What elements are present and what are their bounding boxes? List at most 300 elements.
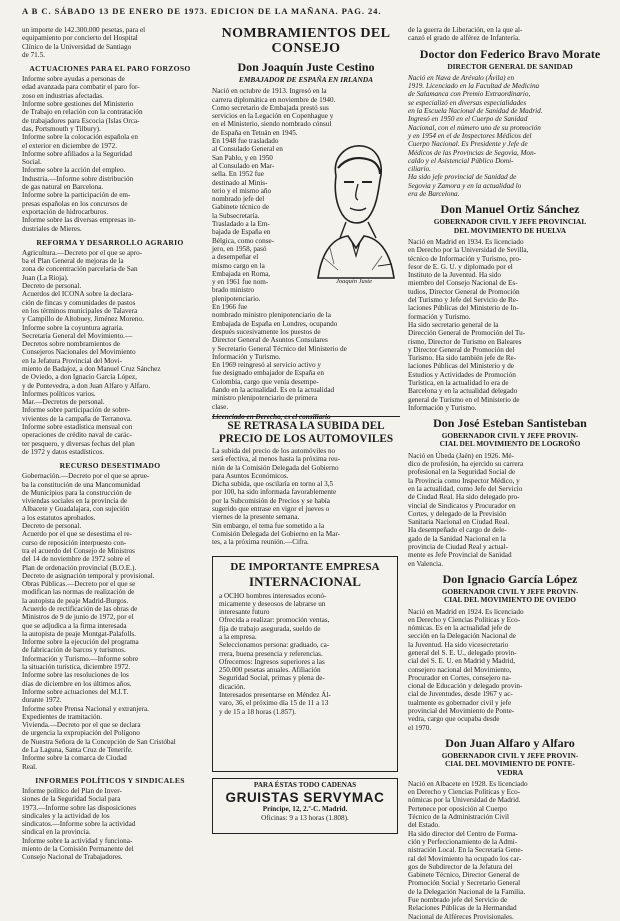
text-line: al Consulado General en [212,145,283,154]
text-line: de Salamanca con Premio Extraordinario, [408,90,531,99]
text-line: formación y Turismo. [408,312,471,321]
text-line: profesional en la Seguridad Social de [408,468,516,477]
text-line: Informe sobre actuaciones del M.I.T. [22,687,129,696]
text-line: Nacional de Alféreces Provisionales. [408,912,514,921]
text-line: por 100, ha sido informada favorablemente [212,488,337,497]
text-line: varo, 36, el próximo día 15 de 11 a 13 [219,699,329,708]
text-line: nómicas. Es en la actualidad jefe de [408,624,511,633]
text-line: la Subsecretaría. [212,211,260,220]
person-role-garcia-1: GOBERNADOR CIVIL Y JEFE PROVIN- [441,586,579,596]
text-line: fesor de E. G. U. y diplomado por el [408,262,513,271]
text-line: Clínico de la Universidad de Santiago [22,42,132,51]
text-line: La subida del precio de los automóviles no [212,447,336,455]
left-column [22,26,198,862]
text-line: gos de Subdirector de la Jefatura del [408,862,513,871]
text-line: Social. [22,158,42,167]
text-line: clase. [212,402,229,411]
text-line: Acuerdo de rectificación de las obras de [22,605,138,613]
text-line: Seleccionamos persona: graduado, ca- [219,641,330,650]
text-line: bajada de España en [212,228,271,237]
text-line: Seguridad Social, primas y plena de- [219,674,325,683]
text-line: de Ciudad Real. Ha sido delegado pro- [408,493,520,502]
text-line: Promoción Social y Secretario General [408,879,521,888]
text-line: servicios en la Legación en Copenhague y [212,112,334,121]
portrait-drawing [308,138,400,278]
text-line: a OCHO hombres interesados econó- [219,591,327,600]
text-line: canzó el grado de alférez de Infantería. [408,34,520,43]
text-line: del Turismo y Jefe del Servicio de Re- [408,296,519,305]
text-line: de La Laguna, Santa Cruz de Tenerife. [22,746,133,755]
esteban-bio [408,452,612,568]
text-line: Nació en Úbeda (Jaén) en 1926. Mé- [408,451,514,460]
text-line: Técnico de la Administración Civil [408,813,509,822]
person-role-bravo: DIRECTOR GENERAL DE SANIDAD [447,61,573,71]
person-role-esteban-2: CIAL DEL MOVIMIENTO DE LOGROÑO [439,439,581,449]
text-line: a la empresa. [219,632,257,641]
text-line: equipamiento por concierto del Hospital [22,34,138,43]
section-title-informes: INFORMES POLÍTICOS Y SINDICALES [35,775,185,785]
text-line: Informe sobre la participación de em- [22,191,131,200]
text-line: Instituto de la Juventud. Ha sido [408,271,502,280]
text-line: Informe sobre la actividad y funciona- [22,836,133,845]
text-line: por la Subcomisión de Precios y se había [212,496,330,505]
text-line: a desempeñar el [212,253,259,262]
text-line: será efectiva, al menos hasta la próxima reu- [212,455,341,464]
text-line: Bélgica, como conse- [212,236,275,245]
text-line: después sucesivamente los puestos de [212,327,321,336]
text-line: mismo cargo en la [212,261,265,270]
text-line: sella. En 1952 fue [212,170,264,179]
text-line: la autopista de peaje Montgat-Palafolls. [22,629,136,638]
text-line: Informe sobre Prensa Nacional y extranjera. [22,704,149,713]
text-line: jero, en 1958, pasó [212,244,267,253]
juste-closing-text: Licenciado en Derecho, es el consiliario [212,412,331,421]
text-line: un importe de 142.300.000 pesetas, para el [22,26,146,34]
text-line: de fabricación de barcos y turismos. [22,646,126,655]
text-line: ba el Plan General de mejoras de la [22,257,124,266]
text-line: Sin embargo, el tema fue sometido a la [212,521,325,530]
text-line: Obras Públicas.—Decreto por el que se [22,580,136,589]
text-line: siones de la Seguridad Social para [22,795,121,804]
text-line: ción de fincas y comunidades de pastos [22,298,136,307]
text-line: tualmente es gobernador civil y jefe [408,698,512,707]
text-line: Real. [22,762,37,771]
text-line: Informe sobre las diversas empresas in- [22,216,136,225]
text-line: Informe sobre gestiones del Ministerio [22,100,134,109]
text-line: Acuerdos del ICONA sobre la declara- [22,290,134,299]
text-line: Nació en octubre de 1913. Ingresó en la [212,87,327,96]
text-line: Informe sobre afiliados a la Seguridad [22,149,132,158]
gruistas-advertisement [212,778,398,834]
text-line: Informe sobre estadística mensual con [22,423,133,432]
section-title-agrario: REFORMA Y DESARROLLO AGRARIO [36,237,184,247]
text-line: fija de trabajo asegurada, sueldo de [219,624,321,633]
text-line: carrera diplomática en noviembre de 1940. [212,95,336,104]
text-line: Nacional, con el número uno de su promoción [408,123,541,132]
text-line: cial del S. E. U. en Madrid y Madrid, [408,657,515,666]
text-line: Albacete y Guadalajara, con sujeción [22,505,130,514]
text-line: la situación turística, diciembre 1972. [22,663,131,672]
juste-bio-top [212,87,400,137]
text-line: en Derecho y Ciencias Políticas y Eco- [408,615,521,624]
text-line: modifican las normas de realización de [22,588,135,597]
text-line: Juan (La Rioja). [22,273,69,282]
text-line: nistración Local. En la Secretaría Gene- [408,846,523,855]
text-line: plenipotenciario. [212,294,261,303]
text-line: Informe sobre la coyuntura agraria. [22,323,124,332]
text-line: Consejeros Nacionales del Movimiento [22,348,136,357]
person-role-alfaro-2: CIAL DEL MOVIMIENTO DE PONTE- [444,759,576,769]
text-line: Trasladado a la Em- [212,220,270,229]
text-line: En 1948 fue trasladado [212,137,279,146]
nombramientos-title-line1: NOMBRAMIENTOS DEL [221,26,391,41]
text-line: San Pablo, y en 1950 [212,153,273,162]
text-line: sugerido que entrase en vigor el jueves o [212,505,330,514]
text-line: sección en la Delegación Nacional de [408,632,516,641]
text-line: laciones Públicas del Ministerio y de [408,362,514,371]
text-line: Mar.—Decretos de personal. [22,398,105,407]
text-line: ciliario. [408,165,431,174]
text-line: Gabinete Técnico, Director General de [408,871,520,880]
text-line: Ha sido director del Centro de Forma- [408,829,518,838]
text-line: 1919. Licenciado en la Facultad de Medicina [408,82,540,91]
person-role-ortiz-1: GOBERNADOR CIVIL Y JEFE PROVINCIAL [433,217,587,227]
text-line: para Asuntos Económicos. [212,471,289,480]
text-line: nión de la Comisión Delegada del Gobierno [212,463,339,472]
text-line: se especializó en diversas especialidades [408,98,527,107]
text-line: Plan de ordenación provincial (B.O.E.). [22,563,137,572]
text-line: gado de la Sanidad Nacional en la [408,534,506,543]
text-line: rismo, Director de Turismo en Baleares [408,337,522,346]
text-line: Nació en Madrid en 1924. Es licenciado [408,607,524,616]
text-line: operaciones de crédito naval de carác- [22,431,132,440]
ad-body [219,592,391,716]
text-line: cional de Educación y delegado provin- [408,682,523,691]
text-line: de urgencia la expropiación del Polígono [22,729,140,738]
section-body-agrario [22,249,198,456]
section-body-recurso [22,472,198,771]
text-line: y Campillo de Altobuey, Jiménez Moreno. [22,315,144,324]
subida-title-line2: PRECIO DE LOS AUTOMOVILES [218,432,394,445]
text-line: viernes de la presente semana. [212,513,300,522]
text-line: curso de reposición interpuesto con- [22,538,127,547]
text-line: tes, a la próxima reunión.—Cifra. [212,538,309,547]
bravo-bio [408,74,612,198]
text-line: Nació en Madrid en 1934. Es licenciado [408,237,524,246]
text-line: dustriales de Mieres. [22,224,82,233]
text-line: Información y Turismo. [212,352,281,361]
person-role-ortiz-2: DEL MOVIMIENTO DE HUELVA [453,225,567,235]
text-line: dicación. [219,682,246,691]
text-line: de la guerra de Liberación, en la que al- [408,26,523,34]
text-line: Información y Turismo.—Informe sobre [22,654,139,663]
text-line: Decreto de personal. [22,522,82,531]
person-role-alfaro-1: GOBERNADOR CIVIL Y JEFE PROVIN- [441,750,579,760]
text-line: vivientes de la campaña de Terranova. [22,414,132,423]
text-line: Informes políticos varios. [22,389,96,398]
text-line: miento de Badajoz, a don Manuel Cruz Sánchez [22,364,161,373]
text-line: en los términos municipales de Talavera [22,306,138,315]
portrait-caption: Joaquín Juste [336,278,372,286]
text-line: de España en Tetuán en 1945. [212,128,298,137]
text-line: días de diciembre en los últimos años. [22,679,132,688]
text-line: sindical en la provincia. [22,828,91,837]
person-name-ortiz: Don Manuel Ortiz Sánchez [440,202,580,217]
text-line: que se adjudica a la firma interesada [22,621,127,630]
text-line: Informe sobre la acción del empleo. [22,166,126,175]
text-line: ministro plenipotenciario de primera [212,394,318,403]
text-line: Vivienda.—Decreto por el que se declara [22,721,141,730]
person-name-garcia: Don Ignacio García López [442,571,578,586]
text-line: en la Escuela Nacional de Sanidad de Madrid. [408,107,543,116]
text-line: Informe sobre ayudas a personas de [22,75,125,84]
text-line: nombrado ministro plenipotenciario de la [212,311,331,320]
juste-bio-bottom [212,311,400,411]
text-line: Consejo Nacional de Trabajadores. [22,853,123,862]
text-line: mente es Jefe Provincial de Sanidad [408,551,512,560]
text-line: de 1972 y datos estadísticos. [22,447,105,456]
text-line: Comisión Delegada del Gobierno en la Mar- [212,529,340,538]
text-line: de trabajadores para Escocia (Islas Orca- [22,116,140,125]
text-line: Dicha subida, que oscilaría en torno al 3,5 [212,480,334,489]
person-name-juste: Don Joaquín Juste Cestino [237,60,375,74]
text-line: miembro del Consejo Nacional de Es- [408,279,518,288]
text-line: Nació en Albacete en 1928. Es licenciado [408,779,528,788]
text-line: Expedientes de tramitación. [22,712,103,721]
garcia-bio [408,608,612,732]
text-line: Estudios y Actividades de Promoción [408,370,516,379]
ad2-hours: Oficinas: 9 a 13 horas (1.808). [261,814,349,822]
text-line: Informe sobre la ejecución del programa [22,638,139,647]
text-line: Decreto de personal. [22,282,82,291]
text-line: Informe sobre participación de sobre- [22,406,131,415]
text-line: nómicas por la Universidad de Madrid. [408,796,521,805]
person-name-alfaro: Don Juan Alfaro y Alfaro [445,735,575,750]
person-role-juste: EMBAJADOR DE ESPAÑA EN IRLANDA [238,75,374,84]
text-line: brado ministro [212,286,255,295]
subida-article [212,420,400,552]
text-line: la autopista de peaje Madrid-Burgos. [22,596,129,605]
text-line: del Estado. [408,821,440,830]
text-line: era de Barcelona. [408,190,460,199]
person-role-alfaro-3: VEDRA [496,767,524,777]
text-line: el exterior en diciembre de 1972. [22,141,117,150]
text-line: general de Turismo en el Ministerio de [408,395,520,404]
text-line: Informe sobre la colocación española en [22,133,138,142]
text-line: micamente y deseosos de labrarse un [219,599,326,608]
text-line: Secretaría General del Movimiento.— [22,331,133,340]
text-line: de Nuestra Señora de la Concepción de San Cristóbal [22,737,176,746]
text-line: Fue nombrado jefe del Servicio de [408,896,508,905]
text-line: Ofrecida a realizar: promoción ventas, [219,616,330,625]
text-line: la Provincia como Inspector Médico, y [408,476,520,485]
text-line: miento de la Comisión Permanente del [22,845,134,854]
text-line: el 1970. [408,723,432,732]
text-line: de 71.5. [22,50,45,59]
text-line: Barcelona y en la actualidad delegado [408,387,518,396]
text-line: Procurador en Cortes, consejero na- [408,673,512,682]
person-role-garcia-2: CIAL DEL MOVIMIENTO DE OVIEDO [443,595,577,605]
text-line: y de Pontevedra, a don Juan Alfaro y Alfaro. [22,381,151,390]
job-advertisement [212,556,398,772]
text-line: Decretos sobre nombramientos de [22,340,120,349]
text-line: En 1966 fue [212,303,248,312]
col3-intro [408,26,612,43]
person-name-bravo: Doctor don Federico Bravo Morate [419,46,601,61]
text-line: Cuerpo Nacional. Es Presidente y Jefe de [408,140,528,149]
text-line: En 1969 reingresó al servicio activo y [212,361,321,370]
text-line: y Secretario General Técnico del Ministerio de [212,344,347,353]
text-line: ñando en la actualidad. Es en la actualidad [212,385,335,394]
section-body-paro [22,75,198,233]
text-line: Información y Turismo. [408,403,477,412]
text-line: en la Jefatura Provincial del Movi- [22,356,122,365]
text-line: sindicales y la actividad de los [22,811,110,820]
text-line: ción y Perfeccionamiento de la Admi- [408,837,518,846]
text-line: ter pesquero, y diversas fechas del plan [22,439,135,448]
text-line: zoso en industrias afectadas. [22,91,104,100]
text-line: en Derecho por la Universidad de Sevilla, [408,246,529,255]
text-line: Colombia, cargo que venía desempe- [212,377,319,386]
text-line: al Consulado en Mar- [212,161,275,170]
text-line: Industria.—Informe sobre distribución [22,174,134,183]
text-line: cial de Juventudes, desde 1967 y ac- [408,690,513,699]
text-line: Embajada en Roma, [212,269,271,278]
nombramientos-title-line2: CONSEJO [271,41,341,56]
text-line: de Trabajo en relación con la contratación [22,108,143,117]
text-line: provincial del Movimiento de Ponte- [408,707,515,716]
text-line: dico de profesión, ha ejercido su carrera [408,460,524,469]
page-header: A B C. SÁBADO 13 DE ENERO DE 1973. EDICION DE LA MAÑANA. PAG. 24. [22,6,382,16]
text-line: interesante futuro [219,608,270,617]
text-line: del 14 de noviembre de 1972 sobre el [22,555,130,564]
text-line: a los estatutos aprobados. [22,513,96,522]
subida-title-line1: SE RETRASA LA SUBIDA DEL [227,420,385,432]
text-line: general del S. E. U., delegado provin- [408,649,517,657]
ad2-top: PARA ÉSTAS TODO CADENAS [253,781,357,789]
text-line: Ha sido secretario general de la [408,320,499,329]
ad-title-line2: INTERNACIONAL [249,573,361,589]
section-divider [212,416,400,419]
text-line: sindicatos.—Informe sobre la actividad [22,820,136,829]
nombramientos-article [212,26,400,421]
text-line: fue designado embajador de España en [212,369,324,378]
ad-title-line1: DE IMPORTANTE EMPRESA [230,561,380,573]
text-line: Relaciones Públicas de la Hermandad [408,904,517,913]
text-line: Turismo. Ha sido también jefe de Re- [408,354,517,363]
text-line: provincia de Ciudad Real y actual- [408,543,508,552]
text-line: Decreto de asignación temporal y provisional. [22,571,155,580]
text-line: nombrado jefe del [212,195,265,204]
text-line: laciones Públicas del Ministerio de In- [408,304,519,313]
section-title-paro: ACTUACIONES PARA EL PARO FORZOSO [29,64,191,74]
ortiz-bio [408,238,612,412]
text-line: terio y el mismo año [212,186,272,195]
text-line: Médicos de las Provincias de Segovia, Mon- [408,148,537,157]
text-line: rrera, buena presencia y referencias. [219,649,323,658]
text-line: y de 15 a 18 horas (1.857). [219,707,297,716]
person-name-esteban: Don José Esteban Santisteban [433,416,587,431]
text-line: de Oviedo, a don Ignacio García López, [22,373,137,382]
text-line: tudios, Director General de Promoción [408,287,520,296]
subida-body [212,447,400,547]
text-line: destinado al Minis- [212,178,268,187]
text-line: presas españolas en los concursos de [22,199,128,208]
text-line: exportación de hidrocarburos. [22,207,109,216]
text-line: de la Delegación Nacional de la Familia. [408,887,526,896]
text-line: Ha sido jefe provincial de Sanidad de [408,173,517,182]
right-column [408,26,612,921]
section-title-recurso: RECURSO DESESTIMADO [59,461,161,471]
text-line: técnico de Información y Turismo, pro- [408,254,522,263]
text-line: Como secretario de Embajada prestó sus [212,103,329,112]
text-line: Ha desempeñado el cargo de dele- [408,526,507,535]
text-line: en Valencia. [408,559,443,568]
text-line: Embajada de España en Londres, ocupando [212,319,338,328]
text-line: y Director General de Promoción del [408,345,515,354]
text-line: en el Ministerio, siendo nombrado cónsul [212,120,332,129]
text-line: Acuerdo por el que se desestima el re- [22,530,132,539]
text-line: Segovia y Zamora y en la actualidad lo [408,181,522,190]
portrait-joaquin-juste [308,138,400,288]
text-line: la Juventud. Ha sido vicesecretario [408,640,509,649]
text-line: Informe político del Plan de Inver- [22,786,122,795]
alfaro-bio [408,780,612,921]
ad2-address: Príncipe, 12, 2.º-C. Madrid. [262,805,348,813]
text-line: de gas natural en Barcelona. [22,183,104,192]
text-line: Dirección General de Promoción del Tu- [408,329,526,338]
text-line: Ministros de 9 de junio de 1972, por el [22,613,134,622]
text-line: en Derecho y Ciencias Políticas y Eco- [408,788,521,797]
text-line: Gobernación.—Decreto por el que se aprue- [22,472,150,481]
text-line: en la actualidad, como Jefe del Servicio [408,484,523,493]
text-line: Agricultura.—Decreto por el que se apro- [22,248,143,257]
text-line: edad avanzada para combatir el paro for- [22,83,140,92]
text-line: Informe sobre las resoluciones de los [22,671,129,680]
text-line: Ofrecemos: Ingresos superiores a las [219,657,325,666]
text-line: ral del Movimiento ha ocupado los car- [408,854,522,863]
text-line: Informe sobre la comarca de Ciudad [22,754,127,763]
text-line: Turística, en la actualidad lo era de [408,378,509,387]
text-line: 250.000 pesetas anuales. Afiliación [219,666,321,675]
text-line: de Municipios para la construcción de [22,488,132,497]
text-line: tra el acuerdo del Consejo de Ministros [22,546,135,555]
text-line: zona de concentración parcelaria de San [22,265,138,274]
ad2-brand: GRUISTAS SERVYMAC [225,790,385,805]
text-line: Nació en Nava de Arévalo (Ávila) en [408,73,515,82]
text-line: y en 1954 en el de Inspectores Médicos del [408,131,532,140]
text-line: ba la constitución de una Mancomunidad [22,480,141,489]
text-line: viviendas sociales en la provincia de [22,497,128,506]
person-role-esteban-1: GOBERNADOR CIVIL Y JEFE PROVIN- [441,431,579,441]
text-line: Director General de Asuntos Consulares [212,336,328,345]
text-line: vincial de Sindicatos y Procurador en [408,501,516,510]
section-body-informes [22,787,198,862]
text-line: Sanitaria Nacional en Ciudad Real. [408,518,510,527]
text-line: durante 1972. [22,696,62,705]
text-line: Cortes, y delegado de la Previsión [408,509,507,518]
text-line: Pertenece por oposición al Cuerpo [408,804,507,813]
text-line: consejero nacional del Movimiento, [408,665,512,674]
intro-text [22,26,198,59]
text-line: das, Portsmouth y Tilbury). [22,124,101,133]
text-line: y en 1961 fue nom- [212,278,269,287]
text-line: caldo y el Asistencial Público Domi- [408,156,514,165]
text-line: Ingresó en 1950 en el Cuerpo de Sanidad [408,115,528,124]
text-line: 1973.—Informe sobre las disposiciones [22,803,137,812]
text-line: Interesados presentarse en Méndez Ál- [219,691,331,700]
text-line: vedra, cargo que ocupaba desde [408,715,500,724]
